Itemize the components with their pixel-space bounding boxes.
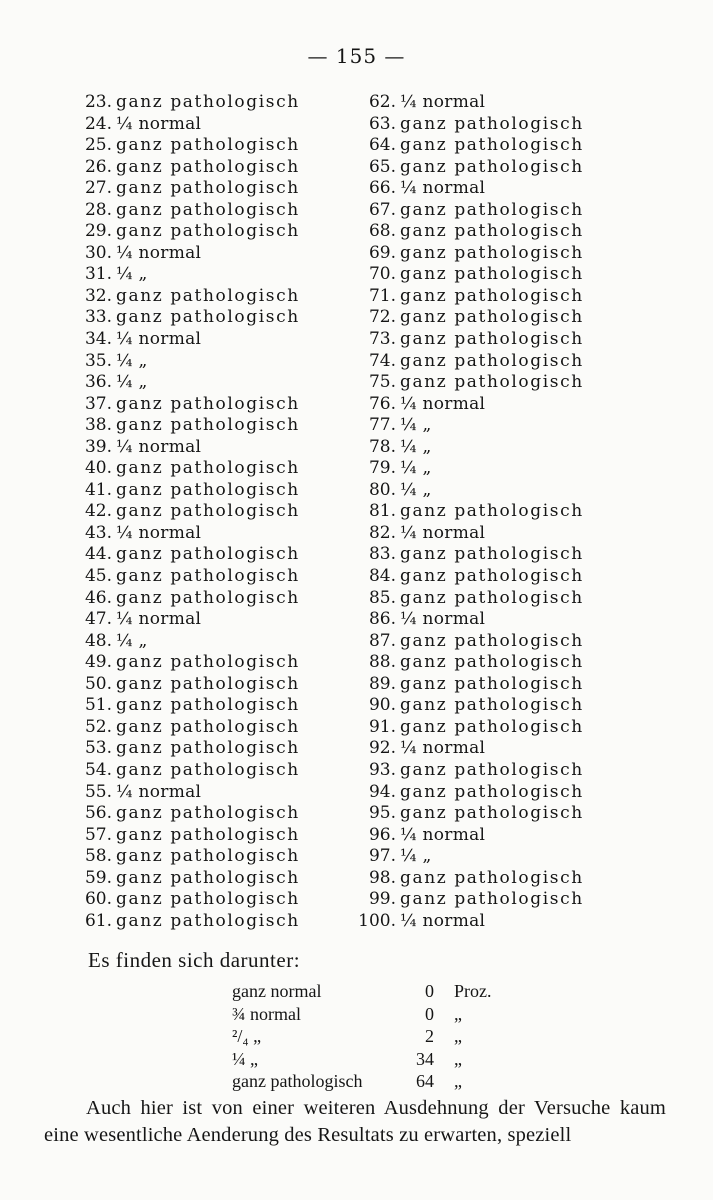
entry-number: 74.: [368, 350, 396, 371]
entry-number: 97.: [368, 846, 396, 867]
entry-row: [352, 889, 672, 911]
entry-number: 78.: [368, 436, 396, 457]
entry-number: 86.: [368, 609, 396, 630]
entry-text: ganz pathologisch: [116, 544, 300, 565]
entry-text: ganz pathologisch: [116, 307, 300, 328]
entry-row: [352, 307, 672, 329]
entry-row: [68, 825, 348, 847]
entry-list-right: [352, 92, 672, 932]
entry-row: [352, 221, 672, 243]
entry-number: 36.: [84, 372, 112, 393]
entry-text: ganz pathologisch: [116, 199, 300, 220]
entry-text: ¼ „: [116, 372, 148, 393]
entry-row: [352, 480, 672, 502]
entry-number: 24.: [84, 113, 112, 134]
entry-row: [68, 415, 348, 437]
summary-value: 64: [416, 1071, 434, 1091]
entry-number: 91.: [368, 716, 396, 737]
entry-row: [352, 458, 672, 480]
entry-row: [68, 652, 348, 674]
entry-text: ¼ normal: [400, 738, 486, 759]
entry-number: 54.: [84, 759, 112, 780]
entry-row: [352, 135, 672, 157]
entry-text: ¼ „: [400, 458, 432, 479]
entry-text: ganz pathologisch: [116, 867, 300, 888]
entry-text: ¼ „: [116, 350, 148, 371]
entry-row: [68, 738, 348, 760]
summary-row: [232, 1003, 512, 1026]
entry-text: ganz pathologisch: [400, 221, 584, 242]
entry-text: ¼ normal: [400, 824, 486, 845]
entry-text: ¼ normal: [400, 393, 486, 414]
entry-text: ganz pathologisch: [116, 479, 300, 500]
entry-text: ganz pathologisch: [400, 264, 584, 285]
entry-row: [352, 803, 672, 825]
entry-text: ganz pathologisch: [400, 587, 584, 608]
summary-label: ¾ normal: [232, 1003, 301, 1024]
entry-number: 80.: [368, 479, 396, 500]
entry-number: 29.: [84, 221, 112, 242]
entry-row: [352, 394, 672, 416]
summary-label: ganz normal: [232, 981, 322, 1001]
entry-row: [352, 200, 672, 222]
entry-number: 44.: [84, 544, 112, 565]
entry-number: 39.: [84, 436, 112, 457]
entry-row: [68, 307, 348, 329]
entry-number: 77.: [368, 415, 396, 436]
summary-row: [232, 980, 512, 1003]
entry-row: [68, 889, 348, 911]
summary-unit: „: [454, 1048, 462, 1069]
entry-row: [68, 631, 348, 653]
entry-text: ganz pathologisch: [116, 285, 300, 306]
entry-text: ¼ normal: [400, 92, 486, 112]
entry-number: 47.: [84, 609, 112, 630]
entry-number: 96.: [368, 824, 396, 845]
entry-number: 71.: [368, 285, 396, 306]
entry-text: ganz pathologisch: [116, 221, 300, 242]
entry-text: ¼ normal: [400, 609, 486, 630]
entry-row: [352, 523, 672, 545]
entry-text: ganz pathologisch: [400, 630, 584, 651]
entry-row: [68, 437, 348, 459]
entry-number: 53.: [84, 738, 112, 759]
entry-number: 58.: [84, 846, 112, 867]
entry-number: 81.: [368, 501, 396, 522]
summary-label: ²/₄ „: [232, 1026, 262, 1046]
entry-text: ganz pathologisch: [116, 178, 300, 199]
entry-row: [68, 458, 348, 480]
entry-text: ganz pathologisch: [400, 673, 584, 694]
entry-row: [68, 717, 348, 739]
entry-number: 55.: [84, 781, 112, 802]
entry-row: [352, 351, 672, 373]
entry-number: 51.: [84, 695, 112, 716]
entry-row: [68, 544, 348, 566]
entry-number: 69.: [368, 242, 396, 263]
entry-row: [352, 631, 672, 653]
entry-number: 28.: [84, 199, 112, 220]
entry-text: ¼ „: [400, 479, 432, 500]
entry-text: ganz pathologisch: [400, 242, 584, 263]
entry-text: ganz pathologisch: [400, 199, 584, 220]
entry-row: [352, 178, 672, 200]
entry-row: [68, 286, 348, 308]
entry-text: ganz pathologisch: [116, 716, 300, 737]
entry-number: 87.: [368, 630, 396, 651]
entry-row: [68, 480, 348, 502]
entry-row: [352, 825, 672, 847]
entry-row: [352, 264, 672, 286]
entry-text: ganz pathologisch: [116, 458, 300, 479]
entry-number: 95.: [368, 803, 396, 824]
entry-row: [68, 114, 348, 136]
entry-number: 72.: [368, 307, 396, 328]
page-number: — 155 —: [307, 44, 406, 68]
entry-row: [352, 243, 672, 265]
entry-text: ganz pathologisch: [400, 372, 584, 393]
entry-row: [68, 911, 348, 933]
entry-number: 93.: [368, 759, 396, 780]
entry-number: 30.: [84, 242, 112, 263]
entry-row: [352, 717, 672, 739]
entry-text: ¼ normal: [116, 609, 202, 630]
entry-number: 62.: [368, 92, 396, 112]
entry-text: ¼ „: [400, 436, 432, 457]
entry-text: ganz pathologisch: [116, 889, 300, 910]
entry-text: ¼ normal: [116, 436, 202, 457]
summary-value: 2: [425, 1026, 434, 1046]
entry-number: 27.: [84, 178, 112, 199]
entry-text: ganz pathologisch: [116, 566, 300, 587]
summary-row: [232, 1048, 512, 1071]
entry-number: 61.: [84, 910, 112, 931]
entry-number: 64.: [368, 135, 396, 156]
entry-row: [68, 501, 348, 523]
entry-number: 90.: [368, 695, 396, 716]
entry-text: ¼ normal: [116, 522, 202, 543]
entry-number: 73.: [368, 329, 396, 350]
entry-row: [68, 674, 348, 696]
entry-number: 66.: [368, 178, 396, 199]
entry-row: [68, 351, 348, 373]
entry-text: ganz pathologisch: [400, 759, 584, 780]
entry-row: [352, 372, 672, 394]
entry-text: ganz pathologisch: [116, 587, 300, 608]
entry-row: [352, 114, 672, 136]
entry-row: [68, 221, 348, 243]
entry-row: [352, 782, 672, 804]
entry-text: ganz pathologisch: [116, 846, 300, 867]
entry-text: ganz pathologisch: [116, 501, 300, 522]
entry-row: [68, 846, 348, 868]
entry-text: ganz pathologisch: [400, 716, 584, 737]
entry-text: ¼ normal: [400, 522, 486, 543]
summary-table: [232, 980, 512, 1093]
entry-number: 94.: [368, 781, 396, 802]
entry-number: 76.: [368, 393, 396, 414]
entry-row: [352, 415, 672, 437]
entry-number: 67.: [368, 199, 396, 220]
entry-text: ganz pathologisch: [400, 350, 584, 371]
entry-number: 31.: [84, 264, 112, 285]
entry-row: [352, 92, 672, 114]
entry-number: 50.: [84, 673, 112, 694]
entry-text: ganz pathologisch: [400, 566, 584, 587]
entry-row: [68, 566, 348, 588]
entry-text: ganz pathologisch: [400, 867, 584, 888]
entry-row: [352, 652, 672, 674]
entry-number: 56.: [84, 803, 112, 824]
entry-row: [68, 372, 348, 394]
entry-number: 35.: [84, 350, 112, 371]
entry-text: ganz pathologisch: [116, 673, 300, 694]
entry-text: ¼ „: [116, 630, 148, 651]
entry-text: ganz pathologisch: [116, 393, 300, 414]
entry-number: 88.: [368, 652, 396, 673]
entry-row: [68, 157, 348, 179]
entry-row: [68, 92, 348, 114]
entry-number: 98.: [368, 867, 396, 888]
entry-row: [352, 329, 672, 351]
entry-text: ganz pathologisch: [116, 92, 300, 112]
entry-row: [68, 135, 348, 157]
entry-number: 45.: [84, 566, 112, 587]
entry-row: [352, 501, 672, 523]
entry-row: [68, 609, 348, 631]
entry-number: 65.: [368, 156, 396, 177]
entry-number: 82.: [368, 522, 396, 543]
summary-row: [232, 1025, 512, 1048]
entry-text: ganz pathologisch: [116, 824, 300, 845]
entry-row: [352, 760, 672, 782]
entry-row: [352, 674, 672, 696]
entry-text: ganz pathologisch: [400, 803, 584, 824]
entry-row: [68, 264, 348, 286]
entry-number: 37.: [84, 393, 112, 414]
entry-number: 41.: [84, 479, 112, 500]
entry-row: [352, 695, 672, 717]
entry-row: [352, 437, 672, 459]
entry-row: [352, 286, 672, 308]
entry-row: [68, 868, 348, 890]
entry-text: ganz pathologisch: [116, 652, 300, 673]
entry-row: [68, 782, 348, 804]
entry-row: [352, 566, 672, 588]
entry-row: [68, 200, 348, 222]
entry-number: 89.: [368, 673, 396, 694]
entry-row: [68, 760, 348, 782]
entry-text: ¼ „: [400, 846, 432, 867]
entry-text: ¼ „: [400, 415, 432, 436]
entry-number: 32.: [84, 285, 112, 306]
summary-value: 0: [425, 981, 434, 1001]
entry-text: ganz pathologisch: [400, 501, 584, 522]
entry-number: 83.: [368, 544, 396, 565]
entry-number: 48.: [84, 630, 112, 651]
entry-row: [68, 394, 348, 416]
entry-text: ganz pathologisch: [400, 652, 584, 673]
entry-text: ganz pathologisch: [116, 910, 300, 931]
entry-text: ganz pathologisch: [400, 113, 584, 134]
entry-text: ganz pathologisch: [116, 135, 300, 156]
entry-number: 52.: [84, 716, 112, 737]
entry-text: ¼ „: [116, 264, 148, 285]
entry-number: 34.: [84, 329, 112, 350]
entry-row: [352, 588, 672, 610]
entry-text: ganz pathologisch: [400, 307, 584, 328]
entry-text: ¼ normal: [400, 910, 486, 931]
entry-number: 70.: [368, 264, 396, 285]
entry-number: 85.: [368, 587, 396, 608]
entry-number: 79.: [368, 458, 396, 479]
entry-number: 57.: [84, 824, 112, 845]
summary-label: ¼ „: [232, 1048, 258, 1069]
entry-text: ganz pathologisch: [116, 738, 300, 759]
entry-row: [352, 738, 672, 760]
entry-text: ¼ normal: [116, 329, 202, 350]
entry-row: [68, 803, 348, 825]
entry-number: 42.: [84, 501, 112, 522]
entry-number: 60.: [84, 889, 112, 910]
entry-text: ¼ normal: [400, 178, 486, 199]
entry-text: ganz pathologisch: [400, 135, 584, 156]
summary-value: 0: [425, 1003, 434, 1024]
entry-text: ganz pathologisch: [116, 759, 300, 780]
entry-row: [68, 588, 348, 610]
entry-number: 100.: [358, 910, 396, 931]
entry-number: 46.: [84, 587, 112, 608]
summary-row: [232, 1070, 512, 1093]
entry-text: ¼ normal: [116, 242, 202, 263]
entry-row: [68, 695, 348, 717]
summary-heading: Es finden sich darunter:: [88, 948, 301, 972]
entry-row: [68, 243, 348, 265]
entry-number: 92.: [368, 738, 396, 759]
entry-row: [352, 544, 672, 566]
entry-text: ganz pathologisch: [116, 415, 300, 436]
entry-number: 75.: [368, 372, 396, 393]
entry-number: 63.: [368, 113, 396, 134]
entry-text: ganz pathologisch: [400, 544, 584, 565]
entry-number: 23.: [84, 92, 112, 112]
entry-row: [352, 911, 672, 933]
entry-text: ¼ normal: [116, 113, 202, 134]
summary-unit: „: [454, 1026, 462, 1046]
summary-value: 34: [416, 1048, 434, 1069]
entry-number: 43.: [84, 522, 112, 543]
entry-text: ganz pathologisch: [400, 781, 584, 802]
entry-row: [352, 157, 672, 179]
summary-unit: „: [454, 1003, 462, 1024]
entry-text: ganz pathologisch: [116, 803, 300, 824]
entry-number: 33.: [84, 307, 112, 328]
entry-row: [68, 523, 348, 545]
entry-text: ganz pathologisch: [116, 156, 300, 177]
entry-number: 49.: [84, 652, 112, 673]
entry-number: 68.: [368, 221, 396, 242]
entry-number: 25.: [84, 135, 112, 156]
entry-text: ganz pathologisch: [400, 156, 584, 177]
entry-row: [352, 609, 672, 631]
entry-number: 26.: [84, 156, 112, 177]
entry-text: ganz pathologisch: [400, 889, 584, 910]
entry-number: 59.: [84, 867, 112, 888]
entry-number: 84.: [368, 566, 396, 587]
entry-text: ganz pathologisch: [400, 329, 584, 350]
entry-text: ganz pathologisch: [400, 695, 584, 716]
body-paragraph: Auch hier ist von einer weiteren Ausdehnung der Versuche kaum eine wesentliche Aenderung des Resultats zu erwarten, speziell: [44, 1097, 666, 1146]
entry-number: 38.: [84, 415, 112, 436]
summary-unit: Proz.: [454, 981, 492, 1001]
entry-text: ganz pathologisch: [400, 285, 584, 306]
entry-list-left: [68, 92, 348, 932]
entry-row: [68, 329, 348, 351]
entry-number: 99.: [368, 889, 396, 910]
entry-row: [68, 178, 348, 200]
summary-unit: „: [454, 1071, 462, 1091]
entry-text: ganz pathologisch: [116, 695, 300, 716]
entry-number: 40.: [84, 458, 112, 479]
entry-row: [352, 868, 672, 890]
entry-text: ¼ normal: [116, 781, 202, 802]
entry-row: [352, 846, 672, 868]
summary-label: ganz pathologisch: [232, 1071, 363, 1091]
